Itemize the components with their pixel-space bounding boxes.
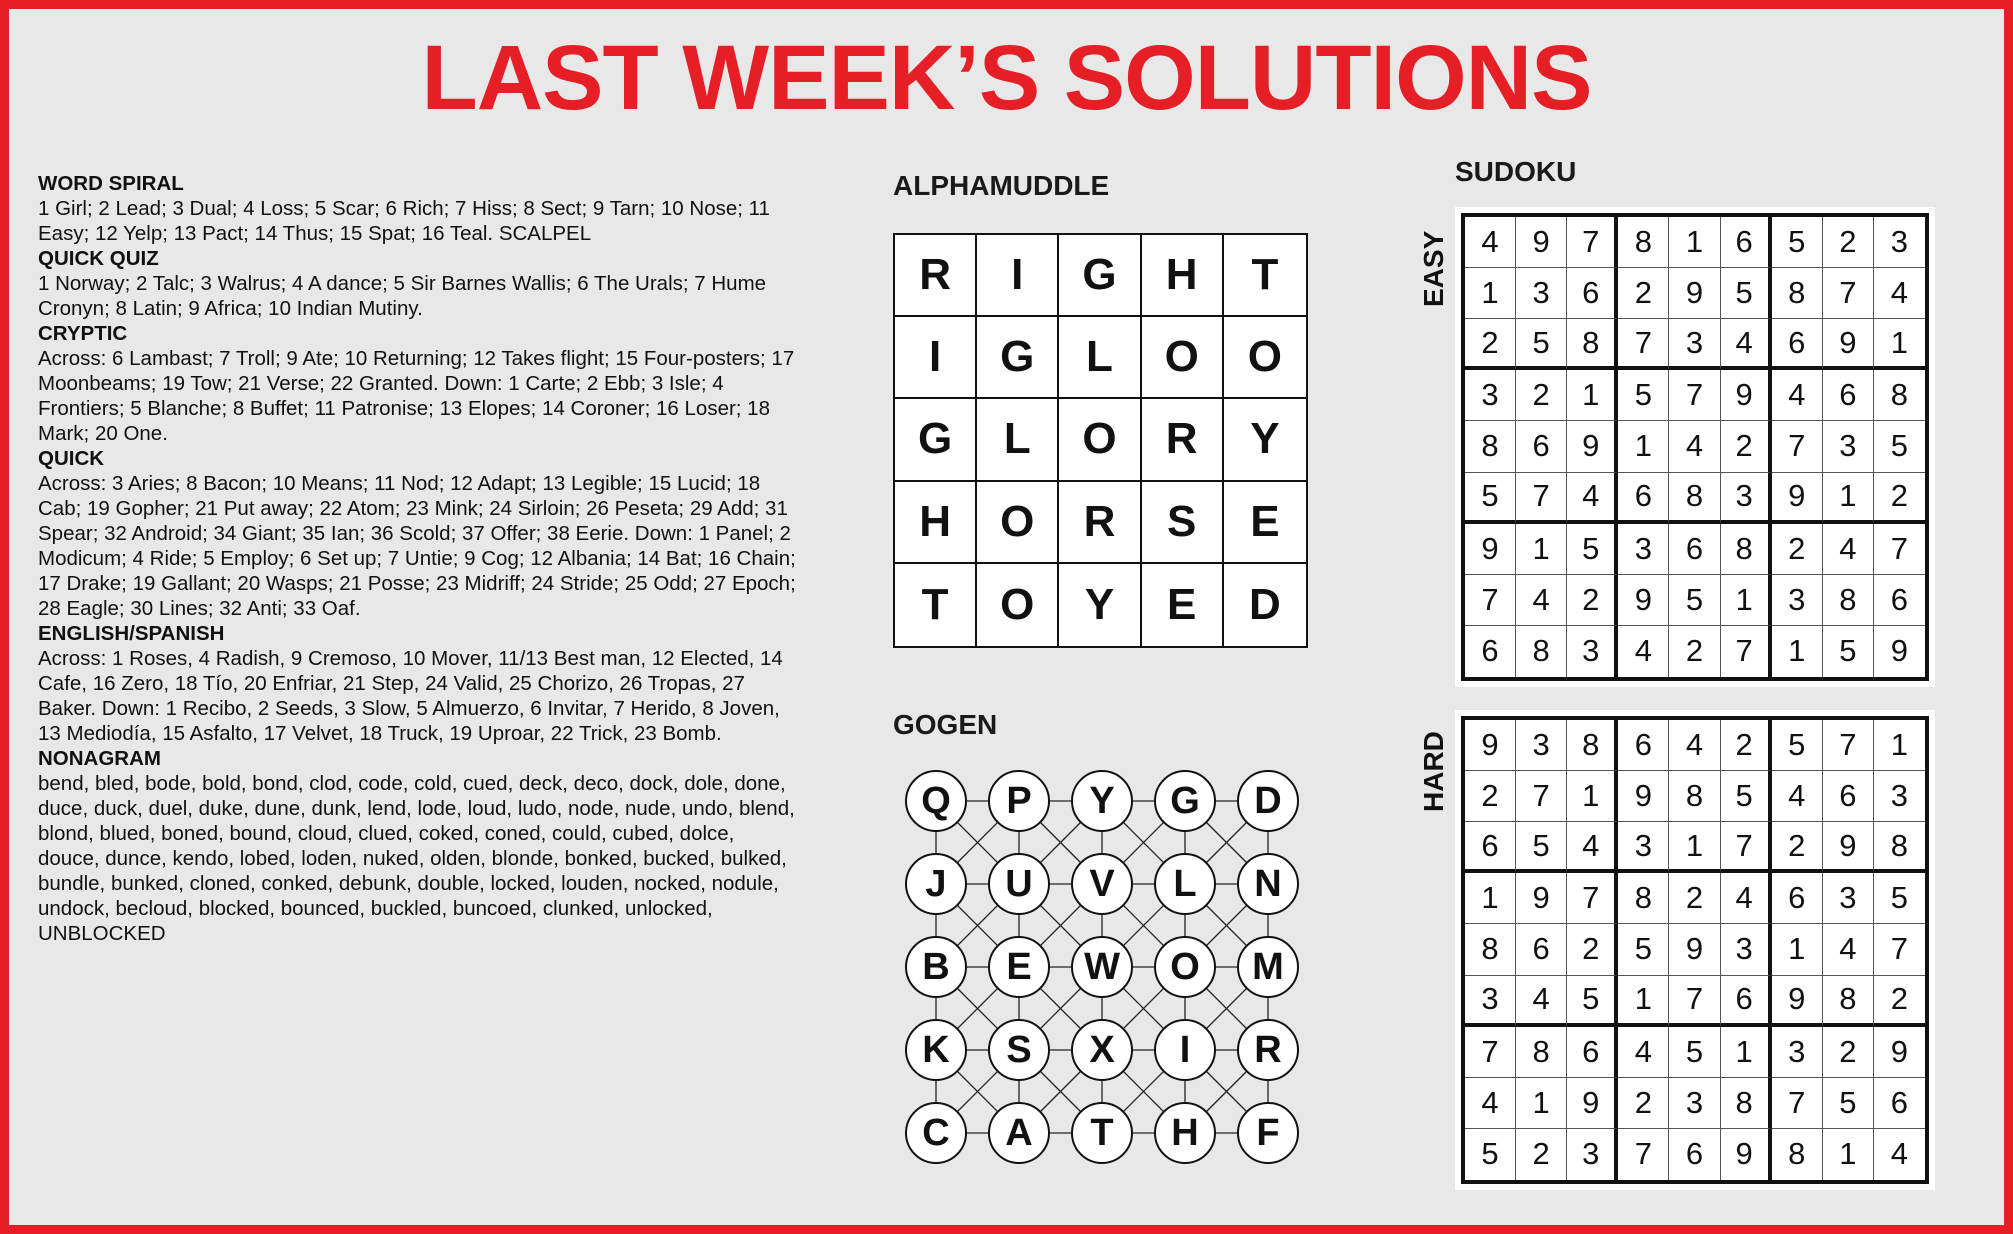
sudoku-hard-cell: 3 — [1465, 976, 1516, 1027]
answers-text: Across: 1 Roses, 4 Radish, 9 Cremoso, 10 Mover, 11/13 Best man, 12 Elected, 14 Cafe, 16 Zero, 18 Tío, 20 Enfriar, 21 Step, 24 Valid, 25 Chorizo, 26 Tropas, 27 Baker. Down: 1 Recibo, 2 Seeds, 3 Slow, 5 Almuerzo, 6 Invitar, 7 Herido, 8 Joven, 13 Mediodía, 15 Asfalto, 17 Velvet, 18 Truck, 19 Uproar, 22 Trick, 23 Bomb. — [38, 647, 783, 745]
gogen-letter-node: M — [1237, 936, 1299, 998]
gogen-letter-node: F — [1237, 1102, 1299, 1164]
sudoku-hard-cell: 8 — [1823, 976, 1874, 1027]
alphamuddle-cell: I — [977, 235, 1059, 317]
sudoku-easy-grid — [1461, 213, 1929, 681]
sudoku-hard-cell: 4 — [1823, 924, 1874, 975]
sudoku-easy-cell: 6 — [1874, 575, 1925, 626]
sudoku-hard-cell: 1 — [1823, 1129, 1874, 1180]
sudoku-easy-cell: 9 — [1772, 473, 1823, 524]
gogen-letter-node: C — [905, 1102, 967, 1164]
gogen-letter-node: G — [1154, 770, 1216, 832]
sudoku-easy-cell: 7 — [1465, 575, 1516, 626]
sudoku-easy-cell: 5 — [1516, 319, 1567, 370]
answers-heading: CRYPTIC — [38, 322, 128, 345]
alphamuddle-cell: G — [895, 399, 977, 481]
sudoku-easy-cell: 5 — [1823, 626, 1874, 677]
sudoku-easy-cell: 5 — [1874, 421, 1925, 472]
sudoku-hard-cell: 5 — [1772, 720, 1823, 771]
sudoku-hard-cell: 9 — [1618, 771, 1669, 822]
sudoku-hard-cell: 9 — [1721, 1129, 1772, 1180]
sudoku-hard-cell: 1 — [1516, 1078, 1567, 1129]
sudoku-hard-cell: 7 — [1669, 976, 1720, 1027]
alphamuddle-cell: L — [977, 399, 1059, 481]
sudoku-easy-cell: 9 — [1823, 319, 1874, 370]
sudoku-easy-cell: 8 — [1516, 626, 1567, 677]
sudoku-hard-cell: 7 — [1567, 873, 1618, 924]
alphamuddle-cell: O — [977, 482, 1059, 564]
sudoku-hard-cell: 1 — [1772, 924, 1823, 975]
answers-heading: WORD SPIRAL — [38, 172, 184, 195]
sudoku-easy-cell: 2 — [1823, 217, 1874, 268]
answers-text: 1 Girl; 2 Lead; 3 Dual; 4 Loss; 5 Scar; 6 Rich; 7 Hiss; 8 Sect; 9 Tarn; 10 Nose; 11 Easy; 12 Yelp; 13 Pact; 14 Thus; 15 Spat; 16 Teal. SCALPEL — [38, 197, 770, 245]
gogen-letter-node: U — [988, 853, 1050, 915]
gogen-letter-node: E — [988, 936, 1050, 998]
sudoku-hard-cell: 2 — [1823, 1027, 1874, 1078]
sudoku-hard-cell: 1 — [1465, 873, 1516, 924]
sudoku-easy-cell: 6 — [1567, 268, 1618, 319]
sudoku-easy-cell: 9 — [1567, 421, 1618, 472]
alphamuddle-cell: R — [895, 235, 977, 317]
sudoku-hard-cell: 2 — [1465, 771, 1516, 822]
sudoku-easy-label: EASY — [1418, 230, 1449, 307]
sudoku-easy-cell: 5 — [1465, 473, 1516, 524]
sudoku-easy-cell: 8 — [1618, 217, 1669, 268]
sudoku-hard-cell: 4 — [1669, 720, 1720, 771]
alphamuddle-cell: E — [1142, 564, 1224, 646]
sudoku-title: SUDOKU — [1455, 156, 1577, 187]
sudoku-hard-grid — [1461, 716, 1929, 1184]
gogen-letter-node: R — [1237, 1019, 1299, 1081]
sudoku-easy-cell: 7 — [1669, 370, 1720, 421]
sudoku-hard-cell: 3 — [1567, 1129, 1618, 1180]
sudoku-hard-cell: 4 — [1721, 873, 1772, 924]
sudoku-hard-cell: 6 — [1465, 822, 1516, 873]
sudoku-hard-cell: 2 — [1669, 873, 1720, 924]
sudoku-easy-cell: 4 — [1567, 473, 1618, 524]
sudoku-easy-cell: 1 — [1823, 473, 1874, 524]
alphamuddle-cell: Y — [1224, 399, 1306, 481]
sudoku-hard-cell: 1 — [1567, 771, 1618, 822]
sudoku-hard-cell: 4 — [1772, 771, 1823, 822]
alphamuddle-cell: O — [1224, 317, 1306, 399]
sudoku-hard-cell: 5 — [1823, 1078, 1874, 1129]
sudoku-hard-cell: 1 — [1874, 720, 1925, 771]
sudoku-easy-cell: 3 — [1669, 319, 1720, 370]
sudoku-hard-cell: 6 — [1874, 1078, 1925, 1129]
sudoku-easy-cell: 9 — [1890, 633, 1909, 669]
gogen-letter-node: T — [1071, 1102, 1133, 1164]
sudoku-hard-cell: 9 — [1465, 720, 1516, 771]
sudoku-easy-cell: 8 — [1567, 319, 1618, 370]
sudoku-hard-cell: 5 — [1618, 924, 1669, 975]
sudoku-easy-cell: 6 — [1516, 421, 1567, 472]
alphamuddle-cell: T — [1224, 235, 1306, 317]
sudoku-hard-cell: 8 — [1772, 1129, 1823, 1180]
sudoku-easy-cell: 2 — [1465, 319, 1516, 370]
alphamuddle-cell: Y — [1059, 564, 1141, 646]
sudoku-hard-cell: 3 — [1823, 873, 1874, 924]
alphamuddle-cell: O — [1059, 399, 1141, 481]
gogen-letter-node: A — [988, 1102, 1050, 1164]
sudoku-hard-cell: 6 — [1516, 924, 1567, 975]
sudoku-easy-cell: 8 — [1465, 421, 1516, 472]
gogen-letter-node: B — [905, 936, 967, 998]
sudoku-easy-cell: 5 — [1721, 268, 1772, 319]
gogen-board — [897, 762, 1307, 1182]
sudoku-easy-cell: 1 — [1465, 268, 1516, 319]
sudoku-hard-cell: 5 — [1721, 771, 1772, 822]
sudoku-easy-cell: 1 — [1618, 421, 1669, 472]
sudoku-hard-cell: 6 — [1823, 771, 1874, 822]
sudoku-easy-cell: 2 — [1516, 370, 1567, 421]
sudoku-hard-cell: 6 — [1567, 1027, 1618, 1078]
answers-text: bend, bled, bode, bold, bond, clod, code, cold, cued, deck, deco, dock, dole, done, duce, duck, duel, duke, dune, dunk, lend, lode, loud, ludo, node, nude, undo, blend, blond, blued, boned, bound, cloud, clued, coked, coned, could, cubed, dolce, douce, dunce, kendo, lobed, loden, nuked, olden, blonde, bonked, bucked, bulked, bundle, bunked, cloned, conked, debunk, double, locked, louden, nocked, nodule, undock, becloud, blocked, bounced, buckled, buncoed, clunked, unlocked, UNBLOCKED — [38, 772, 795, 945]
answers-heading: NONAGRAM — [38, 747, 161, 770]
alphamuddle-cell: R — [1142, 399, 1224, 481]
sudoku-easy-cell: 3 — [1823, 421, 1874, 472]
sudoku-hard-cell: 7 — [1874, 924, 1925, 975]
alphamuddle-cell: G — [1059, 235, 1141, 317]
sudoku-easy-cell: 6 — [1618, 473, 1669, 524]
sudoku-hard-cell: 7 — [1823, 720, 1874, 771]
alphamuddle-cell: G — [977, 317, 1059, 399]
sudoku-hard-cell: 9 — [1567, 1078, 1618, 1129]
alphamuddle-cell: R — [1059, 482, 1141, 564]
sudoku-hard-cell: 4 — [1516, 976, 1567, 1027]
sudoku-hard-cell: 8 — [1567, 720, 1618, 771]
sudoku-easy-cell: 2 — [1874, 473, 1925, 524]
sudoku-easy-cell: 9 — [1516, 217, 1567, 268]
answers-text: Across: 3 Aries; 8 Bacon; 10 Means; 11 Nod; 12 Adapt; 13 Legible; 15 Lucid; 18 Cab; 19 Gopher; 21 Put away; 22 Atom; 23 Mink; 24 Sirloin; 26 Peseta; 29 Add; 31 Spear; 32 Android; 34 Giant; 35 Ian; 36 Scold; 37 Offer; 38 Eerie. Down: 1 Panel; 2 Modicum; 4 Ride; 5 Employ; 6 Set up; 7 Untie; 9 Cog; 12 Albania; 14 Bat; 16 Chain; 17 Drake; 19 Gallant; 20 Wasps; 21 Posse; 23 Midriff; 24 Stride; 25 Odd; 27 Epoch; 28 Eagle; 30 Lines; 32 Anti; 33 Oaf. — [38, 472, 796, 620]
sudoku-easy-cell: 7 — [1618, 319, 1669, 370]
sudoku-easy-cell: 5 — [1669, 575, 1720, 626]
answers-text: Across: 6 Lambast; 7 Troll; 9 Ate; 10 Returning; 12 Takes flight; 15 Four-posters; 17 Moonbeams; 19 Tow; 21 Verse; 22 Granted. Down: 1 Carte; 2 Ebb; 3 Isle; 4 Frontiers; 5 Blanche; 8 Buffet; 11 Patronise; 13 Elopes; 14 Coroner; 16 Loser; 18 Mark; 20 One. — [38, 347, 795, 445]
sudoku-hard-cell: 4 — [1890, 1136, 1909, 1172]
sudoku-hard-cell: 3 — [1721, 924, 1772, 975]
sudoku-hard-cell: 3 — [1516, 720, 1567, 771]
sudoku-hard-cell: 6 — [1772, 873, 1823, 924]
sudoku-hard-cell: 9 — [1516, 873, 1567, 924]
sudoku-easy-cell: 3 — [1465, 370, 1516, 421]
sudoku-easy-cell: 2 — [1567, 575, 1618, 626]
alphamuddle-cell: H — [895, 482, 977, 564]
sudoku-hard-cell: 2 — [1618, 1078, 1669, 1129]
sudoku-hard-cell: 8 — [1465, 924, 1516, 975]
sudoku-hard-label: HARD — [1418, 731, 1449, 812]
sudoku-hard-cell: 1 — [1618, 976, 1669, 1027]
sudoku-easy-cell: 3 — [1567, 626, 1618, 677]
alphamuddle-cell: I — [895, 317, 977, 399]
sudoku-hard-cell: 8 — [1516, 1027, 1567, 1078]
sudoku-easy-cell: 7 — [1874, 524, 1925, 575]
sudoku-easy-cell: 4 — [1516, 575, 1567, 626]
sudoku-hard-cell: 1 — [1669, 822, 1720, 873]
sudoku-easy-cell: 4 — [1772, 370, 1823, 421]
sudoku-easy-cell: 3 — [1772, 575, 1823, 626]
sudoku-easy-cell: 6 — [1721, 217, 1772, 268]
sudoku-hard-cell: 4 — [1618, 1027, 1669, 1078]
gogen-letter-node: W — [1071, 936, 1133, 998]
sudoku-easy-cell: 4 — [1823, 524, 1874, 575]
sudoku-hard-cell: 3 — [1874, 771, 1925, 822]
page-title: LAST WEEK’S SOLUTIONS — [421, 27, 1592, 129]
sudoku-easy-cell: 2 — [1772, 524, 1823, 575]
sudoku-hard-cell: 9 — [1874, 1027, 1925, 1078]
alphamuddle-grid — [893, 233, 1308, 648]
sudoku-easy-cell: 8 — [1721, 524, 1772, 575]
gogen-title: GOGEN — [893, 709, 998, 740]
sudoku-easy-cell: 3 — [1618, 524, 1669, 575]
sudoku-hard-cell: 7 — [1516, 771, 1567, 822]
sudoku-easy-cell: 2 — [1721, 421, 1772, 472]
sudoku-easy-cell: 4 — [1669, 421, 1720, 472]
sudoku-hard-cell: 9 — [1823, 822, 1874, 873]
sudoku-easy-cell: 8 — [1823, 575, 1874, 626]
answers-text: 1 Norway; 2 Talc; 3 Walrus; 4 A dance; 5 Sir Barnes Wallis; 6 The Urals; 7 Hume Cronyn; 8 Latin; 9 Africa; 10 Indian Mutiny. — [38, 272, 767, 320]
sudoku-hard-cell: 5 — [1874, 873, 1925, 924]
sudoku-hard-cell: 9 — [1669, 924, 1720, 975]
sudoku-hard-cell: 5 — [1516, 822, 1567, 873]
gogen-letter-node: N — [1237, 853, 1299, 915]
sudoku-hard-cell: 7 — [1721, 822, 1772, 873]
sudoku-hard-cell: 6 — [1618, 720, 1669, 771]
alphamuddle-cell: O — [977, 564, 1059, 646]
sudoku-easy-cell: 9 — [1669, 268, 1720, 319]
sudoku-hard-cell: 7 — [1772, 1078, 1823, 1129]
sudoku-hard-cell: 2 — [1516, 1129, 1567, 1180]
sudoku-easy-cell: 2 — [1618, 268, 1669, 319]
answers-heading: QUICK QUIZ — [38, 247, 159, 270]
sudoku-easy-cell: 8 — [1669, 473, 1720, 524]
alphamuddle-cell: D — [1249, 579, 1281, 629]
sudoku-easy-cell: 5 — [1567, 524, 1618, 575]
sudoku-easy-cell: 1 — [1772, 626, 1823, 677]
alphamuddle-cell: E — [1224, 482, 1306, 564]
gogen-letter-node: O — [1154, 936, 1216, 998]
sudoku-easy-cell: 6 — [1772, 319, 1823, 370]
sudoku-easy-cell: 7 — [1823, 268, 1874, 319]
sudoku-easy-cell: 7 — [1516, 473, 1567, 524]
gogen-letter-node: I — [1154, 1019, 1216, 1081]
sudoku-hard-cell: 5 — [1465, 1129, 1516, 1180]
sudoku-easy-cell: 1 — [1874, 319, 1925, 370]
sudoku-hard-cell: 2 — [1721, 720, 1772, 771]
alphamuddle-title: ALPHAMUDDLE — [893, 170, 1110, 201]
sudoku-hard-cell: 4 — [1465, 1078, 1516, 1129]
alphamuddle-cell: O — [1142, 317, 1224, 399]
sudoku-easy-cell: 4 — [1721, 319, 1772, 370]
sudoku-easy-cell: 8 — [1772, 268, 1823, 319]
sudoku-easy-cell: 4 — [1618, 626, 1669, 677]
answers-heading: ENGLISH/SPANISH — [38, 622, 225, 645]
gogen-letter-node: Q — [905, 770, 967, 832]
sudoku-easy-cell: 5 — [1772, 217, 1823, 268]
sudoku-easy-cell: 3 — [1721, 473, 1772, 524]
sudoku-hard-cell: 2 — [1567, 924, 1618, 975]
gogen-letter-node: L — [1154, 853, 1216, 915]
sudoku-hard-cell: 3 — [1772, 1027, 1823, 1078]
gogen-letter-node: J — [905, 853, 967, 915]
sudoku-hard-cell: 6 — [1669, 1129, 1720, 1180]
sudoku-hard-cell: 8 — [1721, 1078, 1772, 1129]
sudoku-easy-cell: 1 — [1567, 370, 1618, 421]
sudoku-hard-cell: 5 — [1669, 1027, 1720, 1078]
sudoku-hard-cell: 3 — [1618, 822, 1669, 873]
sudoku-hard-cell: 9 — [1772, 976, 1823, 1027]
gogen-letter-node: Y — [1071, 770, 1133, 832]
gogen-letter-node: S — [988, 1019, 1050, 1081]
sudoku-easy-cell: 1 — [1516, 524, 1567, 575]
sudoku-easy-cell: 1 — [1721, 575, 1772, 626]
sudoku-easy-cell: 3 — [1516, 268, 1567, 319]
gogen-letter-node: X — [1071, 1019, 1133, 1081]
sudoku-easy-cell: 5 — [1618, 370, 1669, 421]
gogen-letter-node: H — [1154, 1102, 1216, 1164]
alphamuddle-cell: T — [895, 564, 977, 646]
gogen-letter-node: K — [905, 1019, 967, 1081]
sudoku-easy-cell: 9 — [1618, 575, 1669, 626]
sudoku-hard-cell: 7 — [1465, 1027, 1516, 1078]
sudoku-easy-cell: 9 — [1721, 370, 1772, 421]
gogen-letter-node: V — [1071, 853, 1133, 915]
sudoku-easy-cell: 6 — [1823, 370, 1874, 421]
sudoku-easy-cell: 1 — [1669, 217, 1720, 268]
sudoku-easy-cell: 4 — [1465, 217, 1516, 268]
gogen-letter-node: P — [988, 770, 1050, 832]
sudoku-hard-cell: 3 — [1669, 1078, 1720, 1129]
sudoku-hard-cell: 1 — [1721, 1027, 1772, 1078]
sudoku-hard-cell: 8 — [1618, 873, 1669, 924]
sudoku-hard-cell: 2 — [1874, 976, 1925, 1027]
sudoku-easy-cell: 6 — [1465, 626, 1516, 677]
sudoku-easy-cell: 7 — [1772, 421, 1823, 472]
sudoku-hard-cell: 5 — [1567, 976, 1618, 1027]
sudoku-hard-cell: 7 — [1618, 1129, 1669, 1180]
alphamuddle-cell: L — [1059, 317, 1141, 399]
sudoku-easy-cell: 9 — [1465, 524, 1516, 575]
alphamuddle-cell: S — [1142, 482, 1224, 564]
answers-heading: QUICK — [38, 447, 105, 470]
sudoku-hard-cell: 8 — [1669, 771, 1720, 822]
sudoku-hard-cell: 4 — [1567, 822, 1618, 873]
sudoku-hard-cell: 2 — [1772, 822, 1823, 873]
sudoku-easy-cell: 7 — [1567, 217, 1618, 268]
sudoku-hard-cell: 8 — [1874, 822, 1925, 873]
answers-column — [38, 171, 800, 946]
alphamuddle-cell: H — [1142, 235, 1224, 317]
sudoku-easy-cell: 8 — [1874, 370, 1925, 421]
sudoku-easy-cell: 7 — [1721, 626, 1772, 677]
sudoku-easy-cell: 3 — [1874, 217, 1925, 268]
sudoku-hard-cell: 6 — [1721, 976, 1772, 1027]
sudoku-easy-cell: 2 — [1669, 626, 1720, 677]
gogen-letter-node: D — [1237, 770, 1299, 832]
sudoku-easy-cell: 6 — [1669, 524, 1720, 575]
sudoku-easy-cell: 4 — [1874, 268, 1925, 319]
